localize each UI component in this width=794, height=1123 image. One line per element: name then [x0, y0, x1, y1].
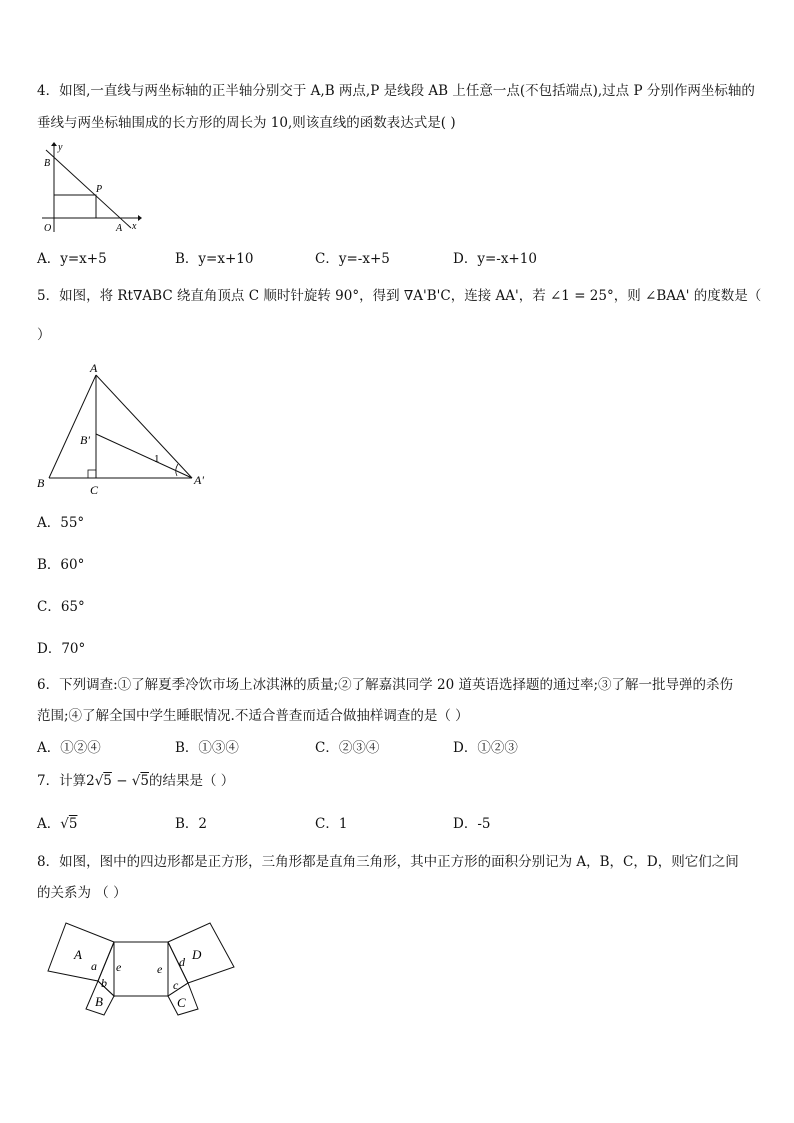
q4-label-O: O — [44, 223, 52, 234]
q4-option-c: C．y=-x+5 — [315, 251, 390, 267]
q5-text-line2: ） — [37, 327, 51, 343]
q6-option-a: A．①②④ — [37, 740, 101, 756]
q8-text-line1: 8．如图，图中的四边形都是正方形，三角形都是直角三角形，其中正方形的面积分别记为 A，B，C，D，则它们之间 — [37, 854, 739, 870]
q8-label-D: D — [192, 947, 202, 962]
q7-option-a — [37, 815, 77, 833]
q7-option-b: B．2 — [175, 816, 208, 832]
q5-text-line1: 5．如图，将 Rt∇ABC 绕直角顶点 C 顺时针旋转 90°，得到 ∇A'B'C，连接 AA'，若 ∠1 = 25°，则 ∠BAA' 的度数是（ — [37, 288, 762, 304]
q5-label-B-prime: B' — [80, 433, 90, 447]
q8-label-B: B — [95, 994, 103, 1009]
q8-label-b: b — [101, 976, 107, 990]
q5-label-A: A — [90, 361, 98, 375]
q7-text — [37, 772, 234, 790]
q6-option-b: B．①③④ — [175, 740, 239, 756]
q8-label-a: a — [91, 959, 97, 973]
q5-label-angle-1: 1 — [154, 453, 160, 465]
q4-option-d: D．y=-x+10 — [453, 251, 537, 267]
q5-option-a: A．55° — [37, 515, 85, 531]
q8-label-d: d — [179, 955, 185, 969]
q5-option-b: B．60° — [37, 557, 85, 573]
q7-option-d: D．-5 — [453, 816, 491, 832]
q7-prefix: 7．计算 — [37, 773, 87, 789]
q7-suffix: 的结果是（ ） — [149, 773, 235, 789]
q7-option-c: C．1 — [315, 816, 348, 832]
q5-label-B: B — [37, 476, 45, 490]
q4-option-b: B．y=x+10 — [175, 251, 254, 267]
q4-label-x: x — [132, 221, 137, 232]
q7-radicand-1: 5 — [103, 773, 112, 789]
q8-label-A: A — [74, 947, 82, 962]
q7-radicand-2: 5 — [140, 773, 149, 789]
q8-label-C: C — [177, 995, 186, 1010]
q8-label-c: c — [173, 978, 179, 992]
q4-text-line1: 4．如图,一直线与两坐标轴的正半轴分别交于 A,B 两点,P 是线段 AB 上任意一点(不包括端点),过点 P 分别作两坐标轴的 — [37, 83, 755, 99]
q4-label-y: y — [58, 142, 63, 153]
q7-coef: 2 — [86, 773, 95, 789]
sqrt-icon: √ — [131, 773, 141, 789]
q8-text-line2: 的关系为 （ ） — [37, 885, 127, 901]
q8-label-e-left: e — [116, 960, 122, 974]
q5-option-d: D．70° — [37, 641, 86, 657]
q4-label-P: P — [96, 184, 103, 195]
q8-figure — [42, 915, 242, 1020]
q5-option-c: C．65° — [37, 599, 85, 615]
q7-minus: − — [116, 773, 128, 789]
q5-label-A-prime: A' — [194, 473, 204, 487]
q5-figure — [32, 360, 217, 500]
q6-option-d: D．①②③ — [453, 740, 518, 756]
q6-text-line1: 6．下列调查:①了解夏季冷饮市场上冰淇淋的质量;②了解嘉淇同学 20 道英语选择题的通过率;③了解一批导弹的杀伤 — [37, 677, 733, 693]
sqrt-icon: √ — [60, 816, 69, 832]
q4-figure — [38, 140, 143, 235]
sqrt-icon: √ — [94, 773, 104, 789]
q4-label-A: A — [116, 223, 123, 234]
q6-option-c: C．②③④ — [315, 740, 380, 756]
q4-option-a: A．y=x+5 — [37, 251, 107, 267]
q4-label-B: B — [44, 158, 51, 169]
q6-text-line2: 范围;④了解全国中学生睡眠情况.不适合普查而适合做抽样调查的是（ ） — [37, 708, 469, 724]
q8-label-e-right: e — [157, 962, 163, 976]
q5-label-C: C — [90, 483, 99, 497]
q7-option-a-radicand: 5 — [68, 816, 78, 832]
q4-text-line2: 垂线与两坐标轴围成的长方形的周长为 10,则该直线的函数表达式是( ) — [37, 115, 456, 131]
q7-option-a-prefix: A． — [37, 816, 61, 832]
